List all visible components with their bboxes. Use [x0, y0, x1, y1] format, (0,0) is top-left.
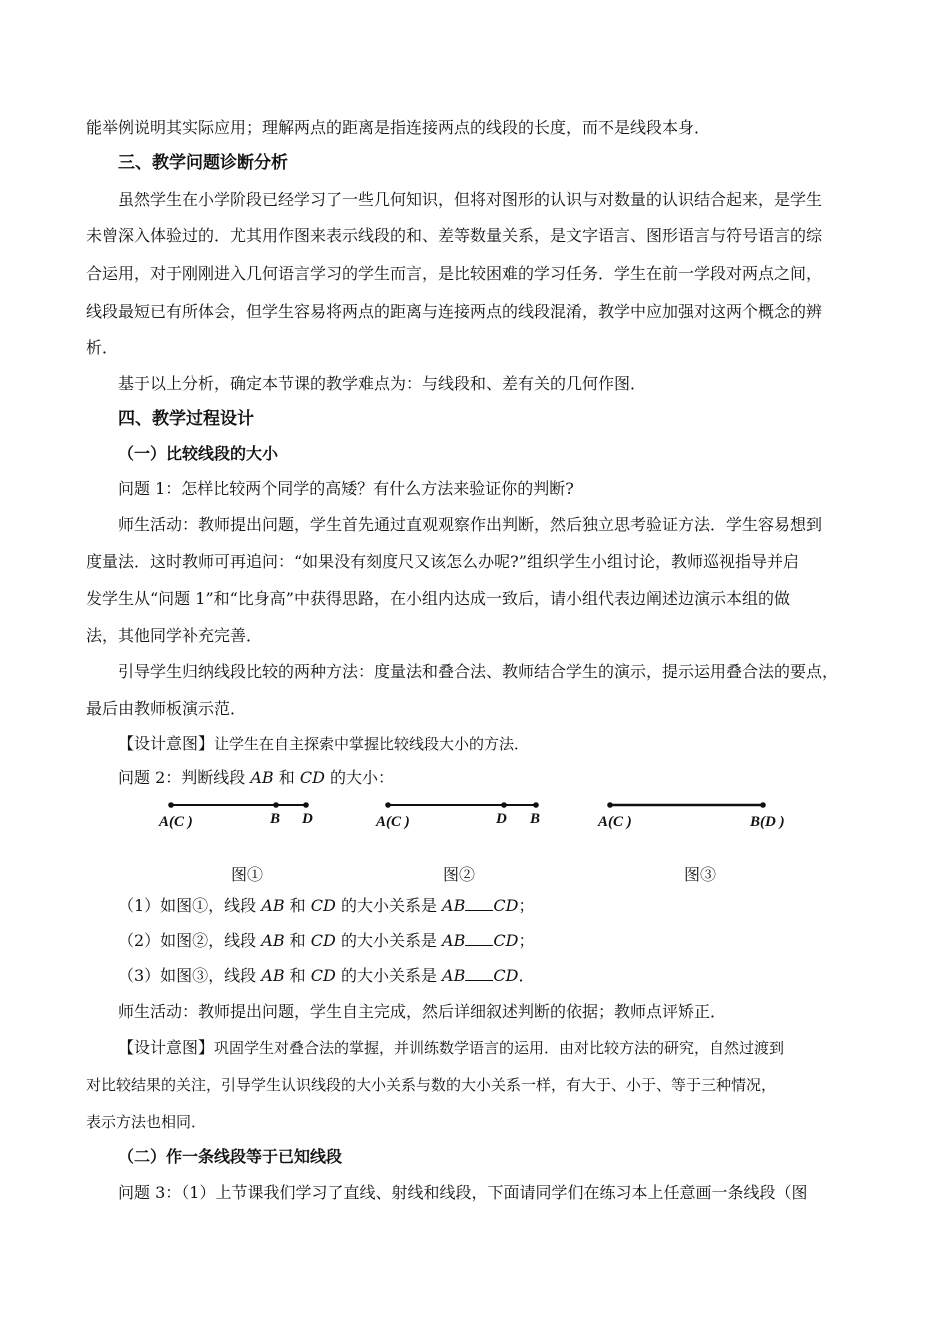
- fig3-point-a: [608, 803, 613, 808]
- segment-cd: CD: [310, 966, 336, 985]
- fig1-point-b: [274, 803, 279, 808]
- design-tag: 【设计意图】: [118, 734, 215, 753]
- segment-ab: AB: [442, 931, 466, 950]
- segment-ab: AB: [261, 966, 285, 985]
- design-intent-2: [118, 1038, 784, 1058]
- paragraph-line: 发学生从“问题 1”和“比身高”中获得思路，在小组内达成一致后，请小组代表边阐述边演示本组的做: [86, 589, 790, 608]
- segment-cd: CD: [299, 768, 325, 787]
- segment-cd: CD: [310, 896, 336, 915]
- item-text: （3）如图③，线段: [118, 966, 262, 985]
- segment-ab: AB: [250, 768, 274, 787]
- subsection-heading-2: （二）作一条线段等于已知线段: [118, 1147, 343, 1166]
- fig1-label-ac: A(C ): [159, 814, 193, 830]
- item-1: [118, 896, 534, 916]
- segment-cd: CD: [493, 931, 519, 950]
- item-text: （1）如图①，线段: [118, 896, 262, 915]
- fig2-label-b: B: [530, 811, 541, 827]
- paragraph-line: 未曾深入体验过的．尤其用作图来表示线段的和、差等数量关系，是文字语言、图形语言与符号语言的综: [86, 226, 823, 245]
- segment-ab: AB: [261, 896, 285, 915]
- figure-3-caption: 图③: [684, 865, 717, 884]
- paragraph-line: 对比较结果的关注，引导学生认识线段的大小关系与数的大小关系一样，有大于、小于、等于三种情况，: [86, 1076, 777, 1094]
- segment-ab: AB: [442, 966, 466, 985]
- fig2-point-d: [502, 803, 507, 808]
- question-1: 问题 1：怎样比较两个同学的高矮？有什么方法来验证你的判断?: [118, 479, 574, 498]
- paragraph-line: 能举例说明其实际应用；理解两点的距离是指连接两点的线段的长度，而不是线段本身．: [86, 118, 711, 137]
- fig2-label-d: D: [496, 811, 507, 827]
- fig2-point-a: [386, 803, 391, 808]
- figure-1-caption: 图①: [231, 865, 264, 884]
- fig1-label-b: B: [270, 811, 281, 827]
- q2-text: 的大小：: [324, 768, 395, 787]
- paragraph-line: 引导学生归纳线段比较的两种方法：度量法和叠合法、教师结合学生的演示，提示运用叠合法的要点，: [118, 662, 839, 681]
- paragraph-line: 线段最短已有所体会，但学生容易将两点的距离与连接两点的线段混淆，教学中应加强对这两个概念的辨: [86, 302, 823, 321]
- item-text: ；: [518, 896, 535, 915]
- figure-2-caption: 图②: [443, 865, 476, 884]
- fig3-label-bd: B(D ): [750, 814, 785, 830]
- q2-text: 和: [273, 768, 300, 787]
- answer-blank: [465, 896, 493, 911]
- item-text: 的大小关系是: [335, 966, 443, 985]
- item-2: [118, 931, 534, 951]
- question-3: 问题 3：（1）上节课我们学习了直线、射线和线段，下面请同学们在练习本上任意画一条线段（图: [118, 1183, 808, 1202]
- item-text: （2）如图②，线段: [118, 931, 262, 950]
- fig2-label-ac: A(C ): [376, 814, 410, 830]
- paragraph-line: 基于以上分析，确定本节课的教学难点为：与线段和、差有关的几何作图．: [118, 374, 647, 393]
- item-text: 的大小关系是: [335, 931, 443, 950]
- answer-blank: [465, 966, 493, 981]
- fig3-label-ac: A(C ): [598, 814, 632, 830]
- paragraph-line: 表示方法也相同．: [86, 1113, 207, 1131]
- paragraph-line: 虽然学生在小学阶段已经学习了一些几何知识，但将对图形的认识与对数量的认识结合起来，是学生: [118, 190, 823, 209]
- figure-1: [169, 803, 309, 808]
- fig1-label-d: D: [302, 811, 313, 827]
- paragraph-line: 合运用，对于刚刚进入几何语言学习的学生而言，是比较困难的学习任务．学生在前一学段对两点之间，: [86, 264, 823, 283]
- paragraph-line: 师生活动：教师提出问题，学生自主完成，然后详细叙述判断的依据；教师点评矫正．: [118, 1002, 727, 1021]
- answer-blank: [465, 931, 493, 946]
- paragraph-line: 师生活动：教师提出问题，学生首先通过直观观察作出判断，然后独立思考验证方法．学生容易想到: [118, 515, 823, 534]
- item-3: [118, 966, 534, 986]
- section-heading-4: 四、教学过程设计: [118, 409, 254, 429]
- segment-cd: CD: [493, 896, 519, 915]
- item-text: 和: [284, 896, 311, 915]
- design-text: 巩固学生对叠合法的掌握，并训练数学语言的运用．由对比较方法的研究，自然过渡到: [214, 1039, 785, 1057]
- design-tag: 【设计意图】: [118, 1038, 215, 1057]
- paragraph-line: 度量法．这时教师可再追问：“如果没有刻度尺又该怎么办呢?”组织学生小组讨论，教师巡视指导并启: [86, 552, 799, 571]
- q2-text: 问题 2：判断线段: [118, 768, 251, 787]
- segment-cd: CD: [493, 966, 519, 985]
- segment-ab: AB: [261, 931, 285, 950]
- fig3-point-b: [761, 803, 766, 808]
- segment-cd: CD: [310, 931, 336, 950]
- paragraph-line: 法，其他同学补充完善．: [86, 626, 263, 645]
- fig1-point-d: [304, 803, 309, 808]
- fig1-point-a: [169, 803, 174, 808]
- paragraph-line: 析．: [86, 338, 119, 357]
- item-text: 和: [284, 931, 311, 950]
- section-heading-3: 三、教学问题诊断分析: [118, 153, 288, 173]
- item-text: 和: [284, 966, 311, 985]
- item-text: ；: [518, 931, 535, 950]
- figure-2: [386, 803, 539, 808]
- subsection-heading-1: （一）比较线段的大小: [118, 444, 279, 463]
- figure-3: [608, 803, 766, 808]
- segment-ab: AB: [442, 896, 466, 915]
- item-text: ．: [518, 966, 535, 985]
- paragraph-line: 最后由教师板演示范．: [86, 699, 247, 718]
- fig2-point-b: [534, 803, 539, 808]
- item-text: 的大小关系是: [335, 896, 443, 915]
- design-text: 让学生在自主探索中掌握比较线段大小的方法．: [214, 735, 530, 753]
